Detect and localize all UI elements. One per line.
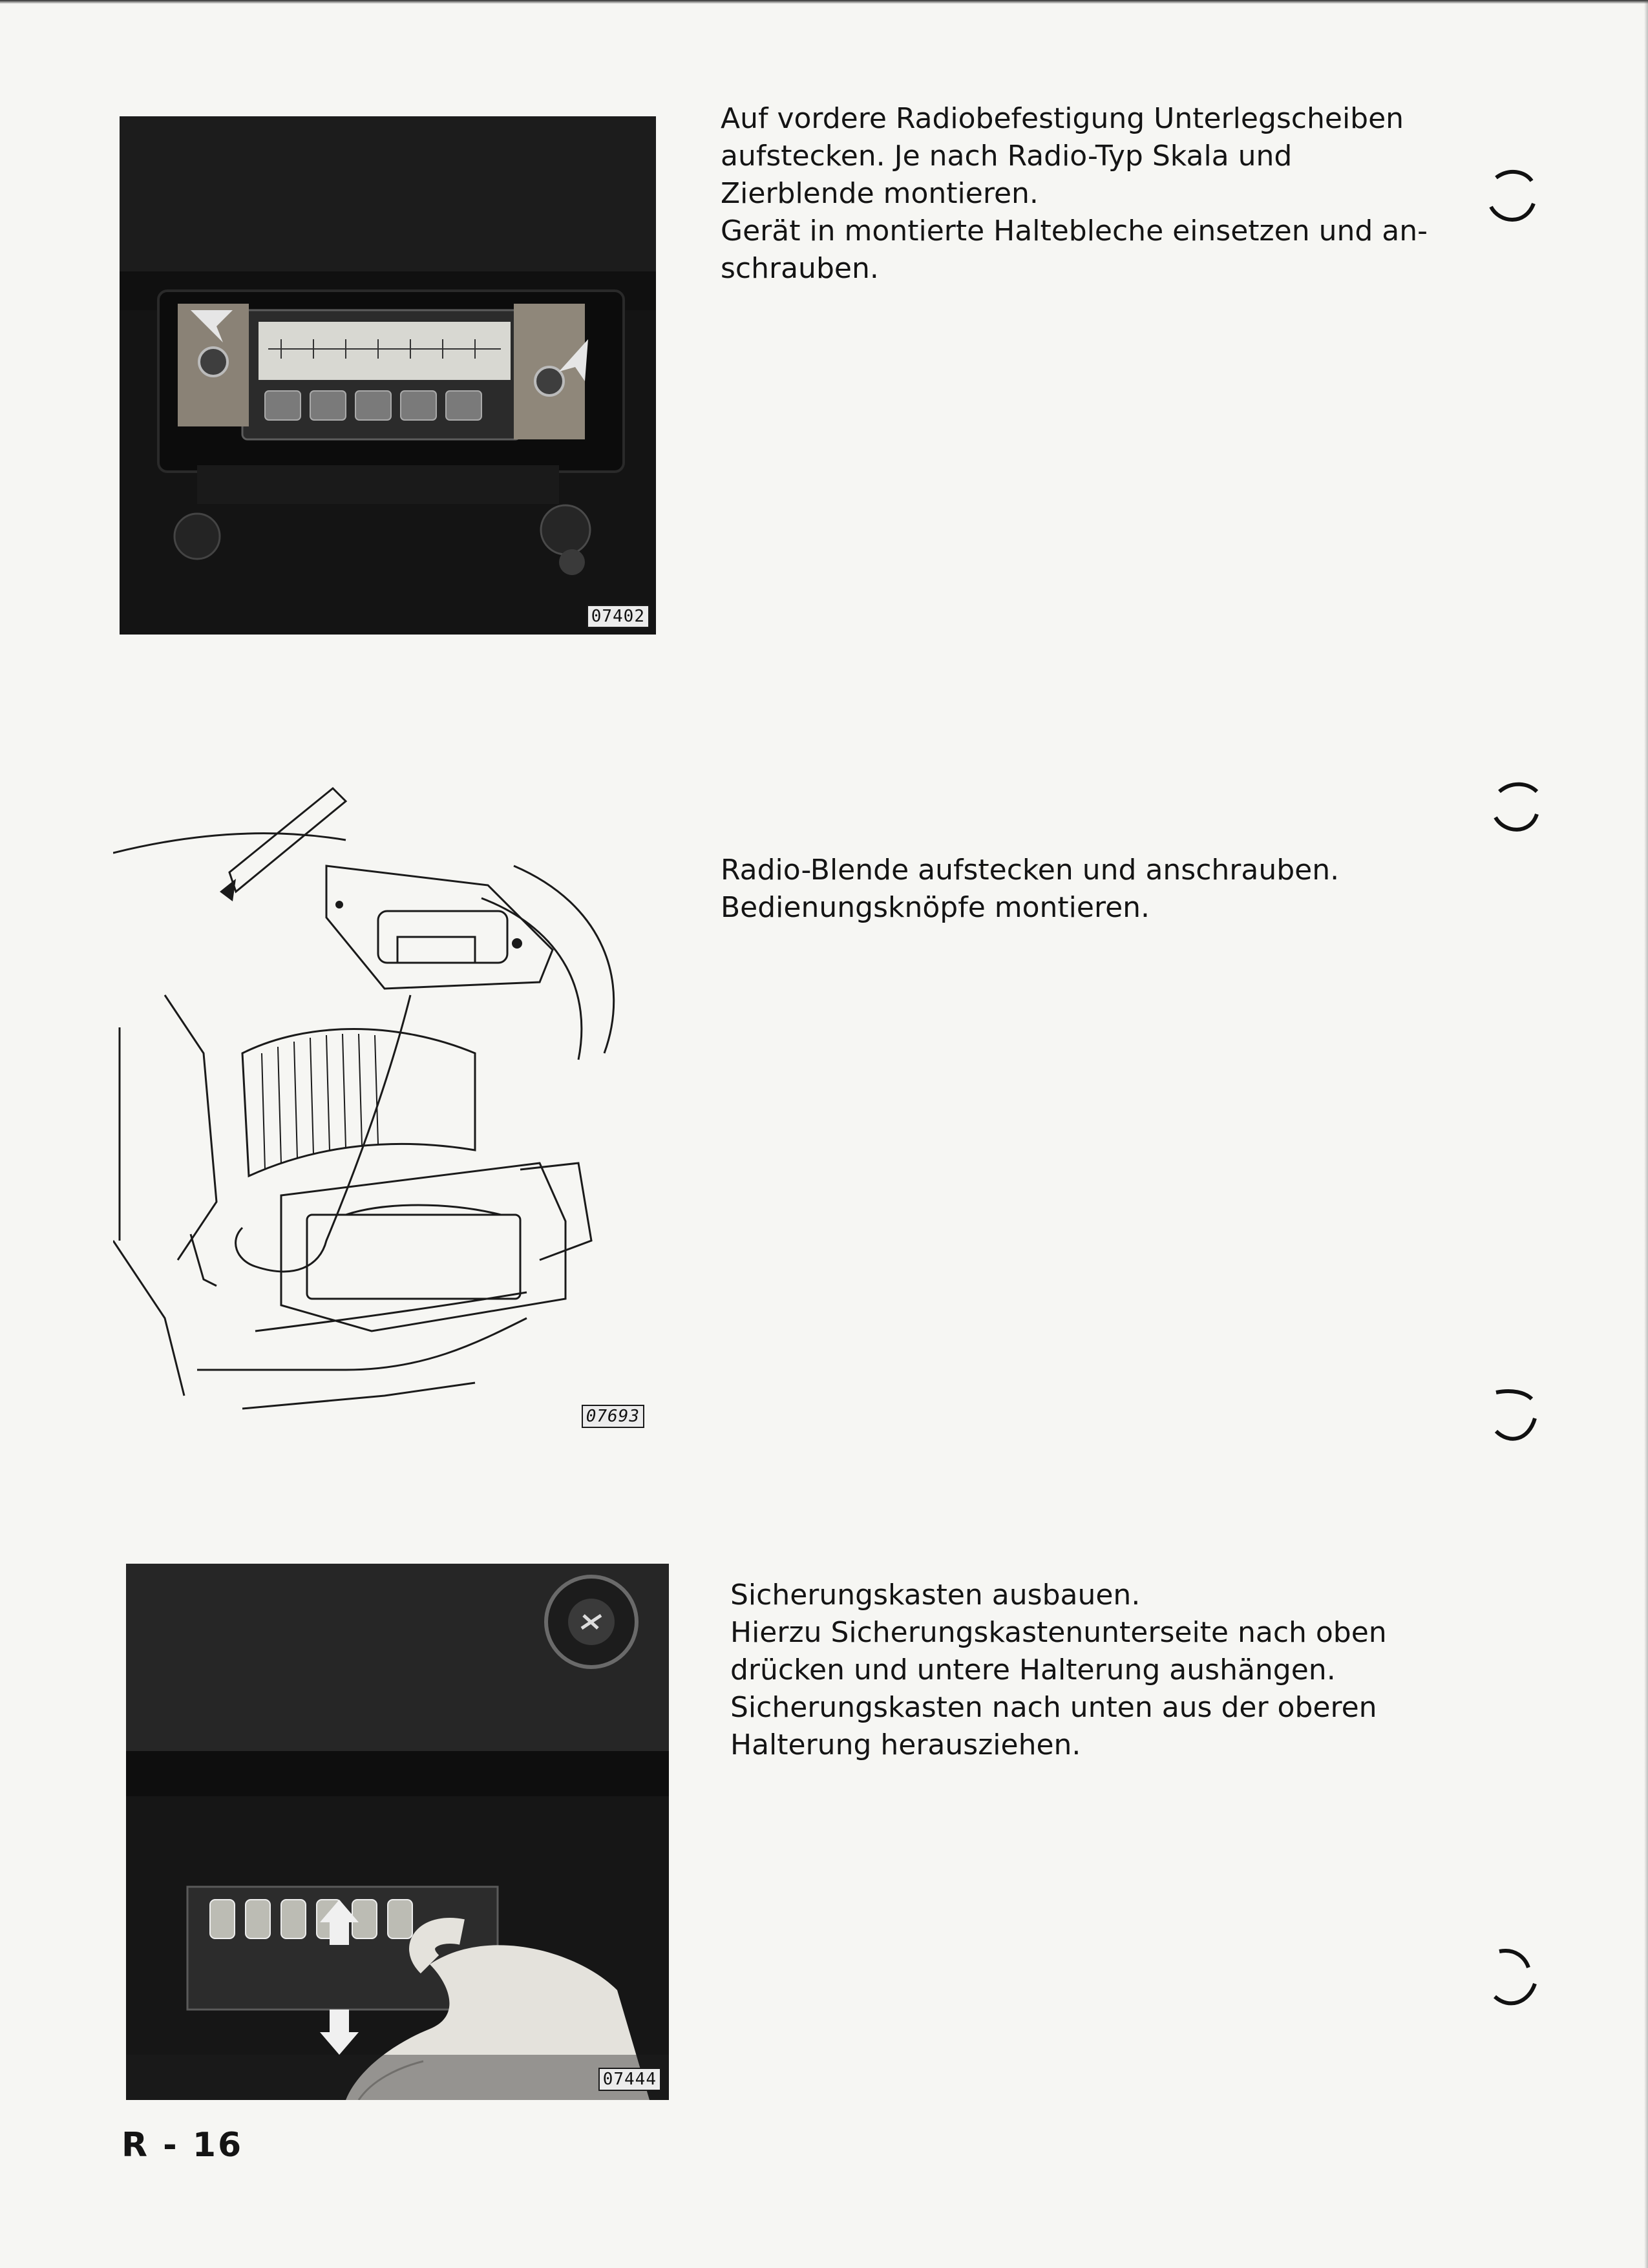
instruction-text-3 [730, 1577, 1387, 1764]
punch-hole-mark [1483, 165, 1541, 229]
page-top-edge [0, 0, 1648, 4]
figure-number: 07693 [582, 1405, 644, 1428]
text-line: Halterung herausziehen. [730, 1728, 1081, 1761]
text-line: Sicherungskasten ausbauen. [730, 1579, 1141, 1612]
text-line: schrauben. [721, 252, 879, 285]
radio-trim-line-drawing [113, 750, 643, 1434]
text-line: Gerät in montierte Haltebleche einsetzen und an- [721, 215, 1428, 247]
instruction-text-1 [721, 100, 1428, 288]
punch-hole-mark [1490, 1380, 1548, 1451]
text-line: drücken und untere Halterung aushängen. [730, 1654, 1336, 1686]
text-line: Zierblende montieren. [721, 177, 1039, 210]
fuse-box-illustration [126, 1564, 669, 2100]
radio-mounting-illustration [120, 116, 656, 635]
text-line: aufstecken. Je nach Radio-Typ Skala und [721, 140, 1293, 173]
page-number: R - 16 [121, 2126, 244, 2165]
text-line: Bedienungsknöpfe montieren. [721, 891, 1150, 924]
punch-hole-mark [1486, 775, 1545, 840]
radio-trim-illustration [113, 750, 643, 1434]
text-line: Hierzu Sicherungskastenunterseite nach oben [730, 1616, 1387, 1649]
text-line: Auf vordere Radiobefestigung Unterlegscheiben [721, 102, 1404, 135]
instruction-text-2 [721, 852, 1339, 927]
figure-number: 07402 [587, 605, 650, 628]
text-line: Sicherungskasten nach unten aus der oberen [730, 1691, 1377, 1724]
fuse-box-photo [126, 1564, 669, 2100]
figure-number: 07444 [598, 2068, 661, 2091]
punch-hole-mark [1490, 1938, 1548, 2016]
page-right-edge [1644, 0, 1648, 2268]
text-line: Radio-Blende aufstecken und anschrauben. [721, 854, 1340, 887]
radio-mounting-photo [120, 116, 656, 635]
